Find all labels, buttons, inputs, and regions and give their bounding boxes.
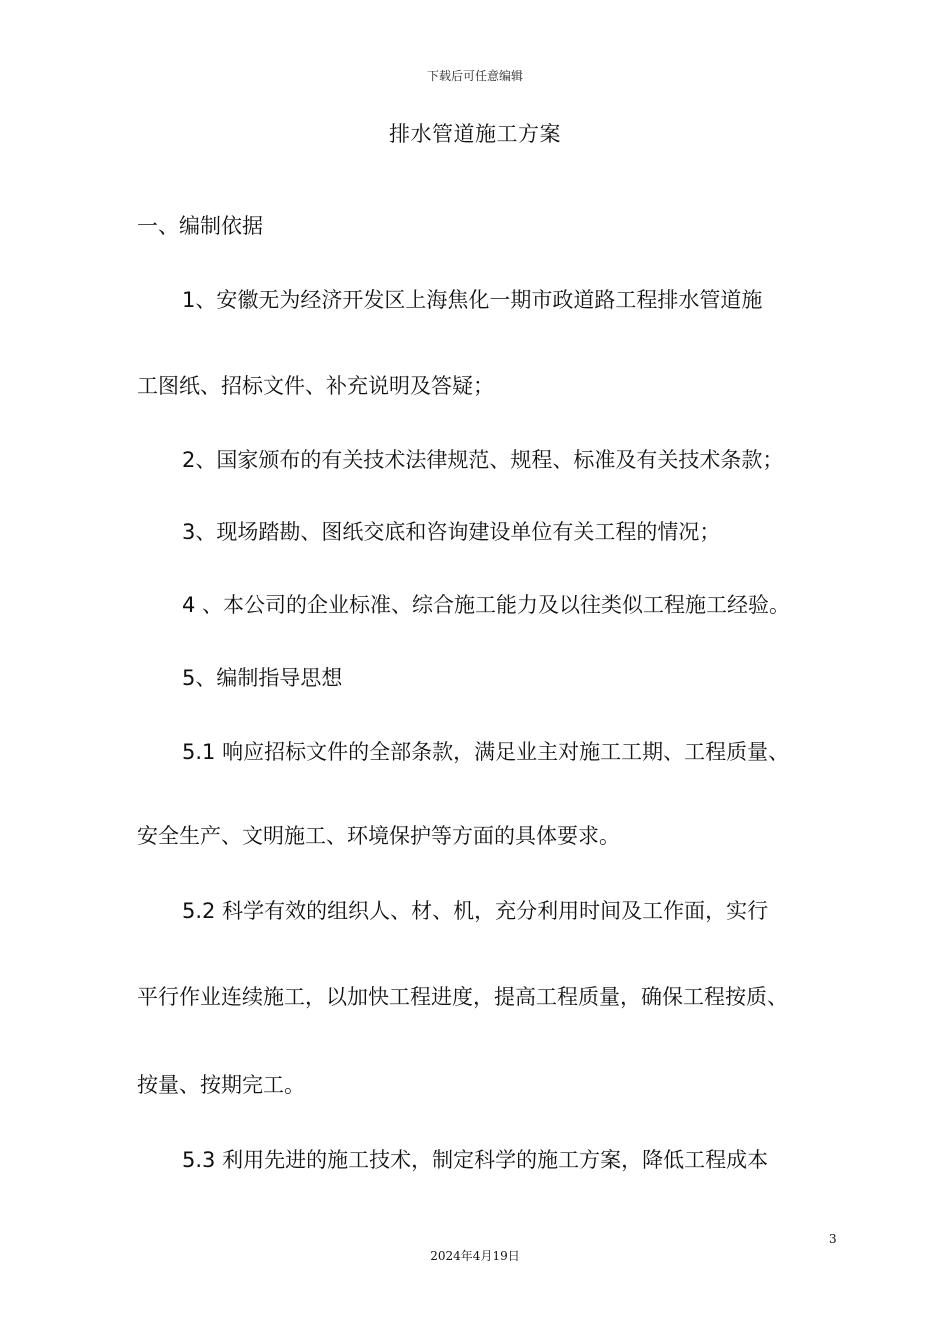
subsection-heading: 5、编制指导思想	[182, 666, 343, 690]
paragraph-line: 工图纸、招标文件、补充说明及答疑；	[137, 374, 494, 398]
paragraph-line: 2、国家颁布的有关技术法律规范、规程、标准及有关技术条款；	[182, 448, 784, 472]
footer-date: 2024年4月19日	[430, 1249, 520, 1263]
paragraph-line: 平行作业连续施工，以加快工程进度，提高工程质量，确保工程按质、	[137, 985, 788, 1009]
paragraph-line: 3、现场踏勘、图纸交底和咨询建设单位有关工程的情况；	[182, 520, 721, 544]
paragraph-line: 5.2 科学有效的组织人、材、机，充分利用时间及工作面，实行	[182, 899, 769, 923]
page-number: 3	[829, 1232, 837, 1246]
header-note: 下载后可任意编辑	[426, 69, 523, 83]
paragraph-line: 4 、本公司的企业标准、综合施工能力及以往类似工程施工经验。	[182, 593, 791, 617]
paragraph-line: 5.1 响应招标文件的全部条款，满足业主对施工工期、工程质量、	[182, 740, 790, 764]
paragraph-line: 5.3 利用先进的施工技术，制定科学的施工方案，降低工程成本	[182, 1148, 769, 1172]
paragraph-line: 安全生产、文明施工、环境保护等方面的具体要求。	[137, 824, 620, 848]
section-heading: 一、编制依据	[137, 214, 263, 238]
document-title: 排水管道施工方案	[389, 122, 561, 146]
paragraph-line: 1、安徽无为经济开发区上海焦化一期市政道路工程排水管道施	[182, 288, 763, 312]
paragraph-line: 按量、按期完工。	[137, 1073, 305, 1097]
